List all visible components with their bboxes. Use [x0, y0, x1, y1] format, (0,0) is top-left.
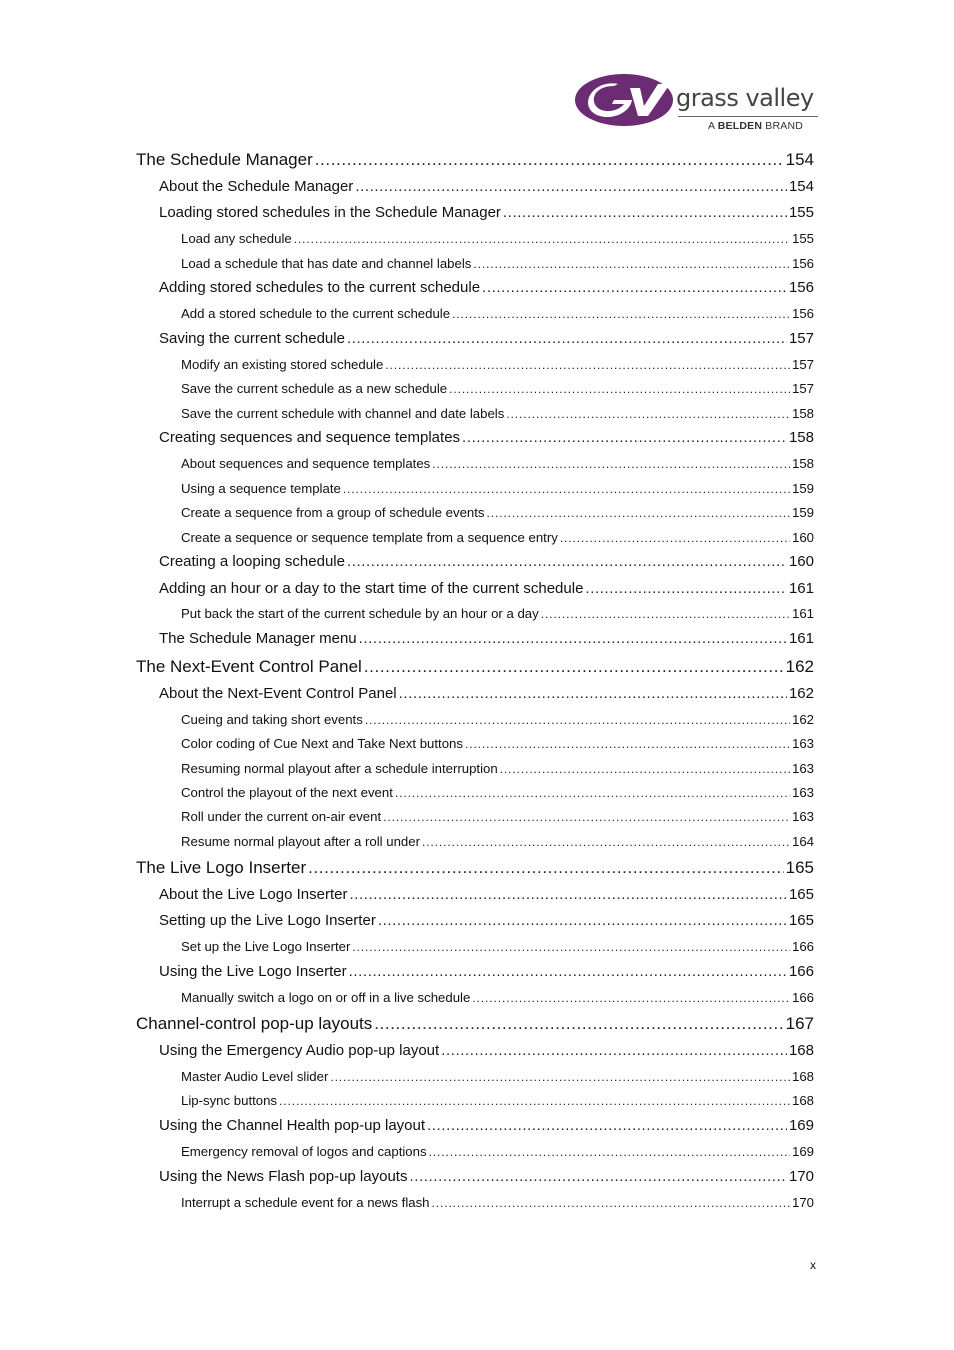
toc-leader-dots [308, 858, 784, 878]
toc-entry-title: Load any schedule [181, 231, 292, 246]
toc-entry[interactable] [181, 231, 814, 249]
toc-entry[interactable] [159, 553, 814, 573]
toc-entry[interactable] [181, 606, 814, 624]
toc-entry-page: 165 [785, 858, 814, 877]
toc-entry-page: 166 [791, 990, 814, 1005]
toc-entry[interactable] [181, 306, 814, 324]
toc-leader-dots [500, 762, 790, 776]
toc-leader-dots [503, 204, 787, 221]
toc-leader-dots [315, 150, 784, 170]
toc-leader-dots [472, 991, 790, 1005]
toc-leader-dots [349, 886, 787, 903]
toc-entry-title: Creating a looping schedule [159, 553, 345, 570]
toc-entry-page: 157 [791, 357, 814, 372]
toc-entry-page: 160 [791, 530, 814, 545]
toc-leader-dots [541, 607, 790, 621]
toc-entry-title: Save the current schedule as a new schedule [181, 381, 448, 396]
toc-entry-page: 154 [785, 150, 814, 169]
toc-entry-page: 161 [791, 606, 814, 621]
toc-leader-dots [374, 1014, 783, 1034]
toc-leader-dots [462, 429, 787, 446]
toc-entry-page: 166 [788, 963, 814, 980]
toc-entry[interactable] [136, 657, 814, 679]
toc-entry-page: 163 [791, 785, 814, 800]
brand-tagline: A BELDEN BRAND [708, 120, 804, 132]
toc-entry-title: Roll under the current on-air event [181, 809, 382, 824]
toc-leader-dots [359, 630, 787, 647]
toc-entry[interactable] [159, 178, 814, 198]
toc-entry-title: About sequences and sequence templates [181, 456, 431, 471]
toc-leader-dots [506, 407, 790, 421]
grass-valley-logo [574, 72, 824, 136]
toc-leader-dots [399, 685, 787, 702]
toc-entry[interactable] [181, 990, 814, 1008]
toc-entry-title: Save the current schedule with channel and date labels [181, 406, 505, 421]
toc-entry-page: 163 [791, 736, 814, 751]
toc-entry-page: 162 [791, 712, 814, 727]
toc-leader-dots [347, 330, 787, 347]
toc-entry-title: Loading stored schedules in the Schedule Manager [159, 204, 501, 221]
toc-leader-dots [279, 1094, 790, 1108]
toc-entry-page: 168 [791, 1093, 814, 1108]
toc-leader-dots [330, 1070, 790, 1084]
toc-entry-page: 155 [791, 231, 814, 246]
toc-entry-title: Interrupt a schedule event for a news flash [181, 1195, 430, 1210]
toc-entry-page: 165 [788, 886, 814, 903]
toc-leader-dots [347, 553, 787, 570]
toc-entry-page: 160 [788, 553, 814, 570]
toc-entry[interactable] [181, 381, 814, 399]
toc-entry-page: 156 [788, 279, 814, 296]
toc-leader-dots [560, 531, 790, 545]
toc-leader-dots [449, 382, 790, 396]
gv-emblem-icon [574, 72, 678, 128]
toc-entry[interactable] [159, 204, 814, 224]
toc-entry-title: Create a sequence from a group of schedule events [181, 505, 485, 520]
toc-entry[interactable] [181, 406, 814, 424]
toc-leader-dots [343, 482, 790, 496]
toc-entry-page: 168 [788, 1042, 814, 1059]
toc-entry-page: 156 [791, 306, 814, 321]
toc-entry-title: About the Schedule Manager [159, 178, 354, 195]
toc-leader-dots [585, 580, 787, 597]
toc-entry[interactable] [181, 357, 814, 375]
toc-entry[interactable] [159, 279, 814, 299]
toc-leader-dots [427, 1117, 787, 1134]
toc-entry-title: Creating sequences and sequence templates [159, 429, 461, 446]
toc-leader-dots [365, 713, 790, 727]
toc-entry-title: Resume normal playout after a roll under [181, 834, 420, 849]
toc-leader-dots [409, 1168, 787, 1185]
toc-entry-page: 163 [791, 809, 814, 824]
toc-leader-dots [429, 1145, 790, 1159]
toc-leader-dots [294, 232, 790, 246]
toc-entry-title: Using the Live Logo Inserter [159, 963, 347, 980]
toc-entry-page: 158 [791, 406, 814, 421]
toc-entry[interactable] [159, 1168, 814, 1188]
toc-leader-dots [465, 737, 790, 751]
toc-entry[interactable] [181, 1144, 814, 1162]
toc-entry-page: 167 [785, 1014, 814, 1033]
toc-entry-page: 156 [791, 256, 814, 271]
toc-entry-page: 165 [788, 912, 814, 929]
toc-entry-page: 162 [785, 657, 814, 676]
toc-entry[interactable] [159, 912, 814, 932]
toc-entry-title: Control the playout of the next event [181, 785, 393, 800]
toc-entry[interactable] [181, 256, 814, 274]
toc-entry[interactable] [159, 886, 814, 906]
toc-entry-page: 170 [791, 1195, 814, 1210]
toc-entry-title: Master Audio Level slider [181, 1069, 329, 1084]
toc-entry[interactable] [181, 761, 814, 779]
toc-entry-title: Using a sequence template [181, 481, 341, 496]
toc-entry[interactable] [159, 630, 814, 650]
toc-entry-title: Manually switch a logo on or off in a live schedule [181, 990, 471, 1005]
toc-leader-dots [364, 657, 784, 677]
toc-entry[interactable] [136, 1014, 814, 1036]
toc-leader-dots [349, 963, 787, 980]
toc-leader-dots [352, 940, 790, 954]
toc-entry-title: Lip-sync buttons [181, 1093, 278, 1108]
toc-entry-title: Modify an existing stored schedule [181, 357, 384, 372]
toc-entry-title: Put back the start of the current schedule by an hour or a day [181, 606, 539, 621]
toc-entry[interactable] [181, 736, 814, 754]
toc-entry-page: 169 [791, 1144, 814, 1159]
toc-leader-dots [385, 358, 790, 372]
toc-entry-page: 159 [791, 505, 814, 520]
toc-entry-page: 162 [788, 685, 814, 702]
toc-entry[interactable] [181, 1093, 814, 1111]
toc-entry-page: 169 [788, 1117, 814, 1134]
toc-entry[interactable] [136, 858, 814, 880]
toc-entry-title: Using the Channel Health pop-up layout [159, 1117, 426, 1134]
toc-leader-dots [452, 307, 790, 321]
toc-leader-dots [482, 279, 787, 296]
toc-entry-title: Setting up the Live Logo Inserter [159, 912, 376, 929]
toc-entry-title: Cueing and taking short events [181, 712, 363, 727]
toc-entry-title: Add a stored schedule to the current schedule [181, 306, 451, 321]
toc-leader-dots [395, 786, 790, 800]
toc-entry-title: Channel-control pop-up layouts [136, 1014, 373, 1033]
toc-entry-page: 164 [791, 834, 814, 849]
toc-entry-page: 159 [791, 481, 814, 496]
toc-entry-title: About the Next-Event Control Panel [159, 685, 397, 702]
toc-entry[interactable] [159, 685, 814, 705]
toc-leader-dots [383, 810, 790, 824]
toc-entry-title: The Next-Event Control Panel [136, 657, 362, 676]
toc-leader-dots [432, 457, 790, 471]
toc-entry-title: Create a sequence or sequence template from a sequence entry [181, 530, 558, 545]
toc-entry-page: 170 [788, 1168, 814, 1185]
toc-entry[interactable] [181, 834, 814, 852]
toc-entry-title: Using the News Flash pop-up layouts [159, 1168, 408, 1185]
toc-entry[interactable] [181, 809, 814, 827]
toc-entry[interactable] [181, 1195, 814, 1213]
toc-entry-title: Saving the current schedule [159, 330, 345, 347]
toc-entry[interactable] [181, 1069, 814, 1087]
toc-entry[interactable] [136, 150, 814, 172]
toc-entry-title: Adding stored schedules to the current schedule [159, 279, 481, 296]
toc-entry-title: The Schedule Manager [136, 150, 313, 169]
toc-leader-dots [473, 257, 790, 271]
toc-entry-title: Load a schedule that has date and channel labels [181, 256, 472, 271]
toc-leader-dots [487, 506, 790, 520]
toc-entry-page: 166 [791, 939, 814, 954]
toc-leader-dots [422, 835, 790, 849]
toc-entry-title: About the Live Logo Inserter [159, 886, 348, 903]
toc-entry[interactable] [181, 481, 814, 499]
toc-entry[interactable] [159, 1117, 814, 1137]
toc-entry-title: The Schedule Manager menu [159, 630, 357, 647]
toc-leader-dots [432, 1196, 790, 1210]
toc-entry-title: The Live Logo Inserter [136, 858, 307, 877]
toc-leader-dots [355, 178, 787, 195]
toc-entry-title: Using the Emergency Audio pop-up layout [159, 1042, 440, 1059]
toc-entry[interactable] [159, 330, 814, 350]
toc-entry-title: Set up the Live Logo Inserter [181, 939, 351, 954]
toc-entry-title: Color coding of Cue Next and Take Next buttons [181, 736, 463, 751]
toc-entry-page: 155 [788, 204, 814, 221]
toc-entry-page: 161 [788, 630, 814, 647]
toc-leader-dots [378, 912, 787, 929]
toc-entry[interactable] [159, 1042, 814, 1062]
toc-entry[interactable] [159, 963, 814, 983]
toc-entry-page: 168 [791, 1069, 814, 1084]
toc-entry-page: 157 [791, 381, 814, 396]
toc-entry[interactable] [159, 580, 814, 600]
toc-entry-page: 161 [788, 580, 814, 597]
toc-entry[interactable] [181, 505, 814, 523]
brand-name: grass valley [676, 84, 814, 112]
toc-entry-page: 154 [788, 178, 814, 195]
page-number: x [810, 1258, 816, 1272]
toc-entry[interactable] [181, 530, 814, 548]
toc-entry-page: 163 [791, 761, 814, 776]
toc-entry-page: 157 [788, 330, 814, 347]
logo-rule [678, 116, 818, 117]
toc-entry[interactable] [181, 712, 814, 730]
toc-leader-dots [441, 1042, 787, 1059]
toc-entry-title: Adding an hour or a day to the start time of the current schedule [159, 580, 584, 597]
toc-entry[interactable] [159, 429, 814, 449]
toc-entry-title: Resuming normal playout after a schedule interruption [181, 761, 498, 776]
toc-entry[interactable] [181, 785, 814, 803]
toc-entry-page: 158 [788, 429, 814, 446]
toc-entry-page: 158 [791, 456, 814, 471]
toc-entry[interactable] [181, 456, 814, 474]
toc-entry[interactable] [181, 939, 814, 957]
toc-entry-title: Emergency removal of logos and captions [181, 1144, 427, 1159]
